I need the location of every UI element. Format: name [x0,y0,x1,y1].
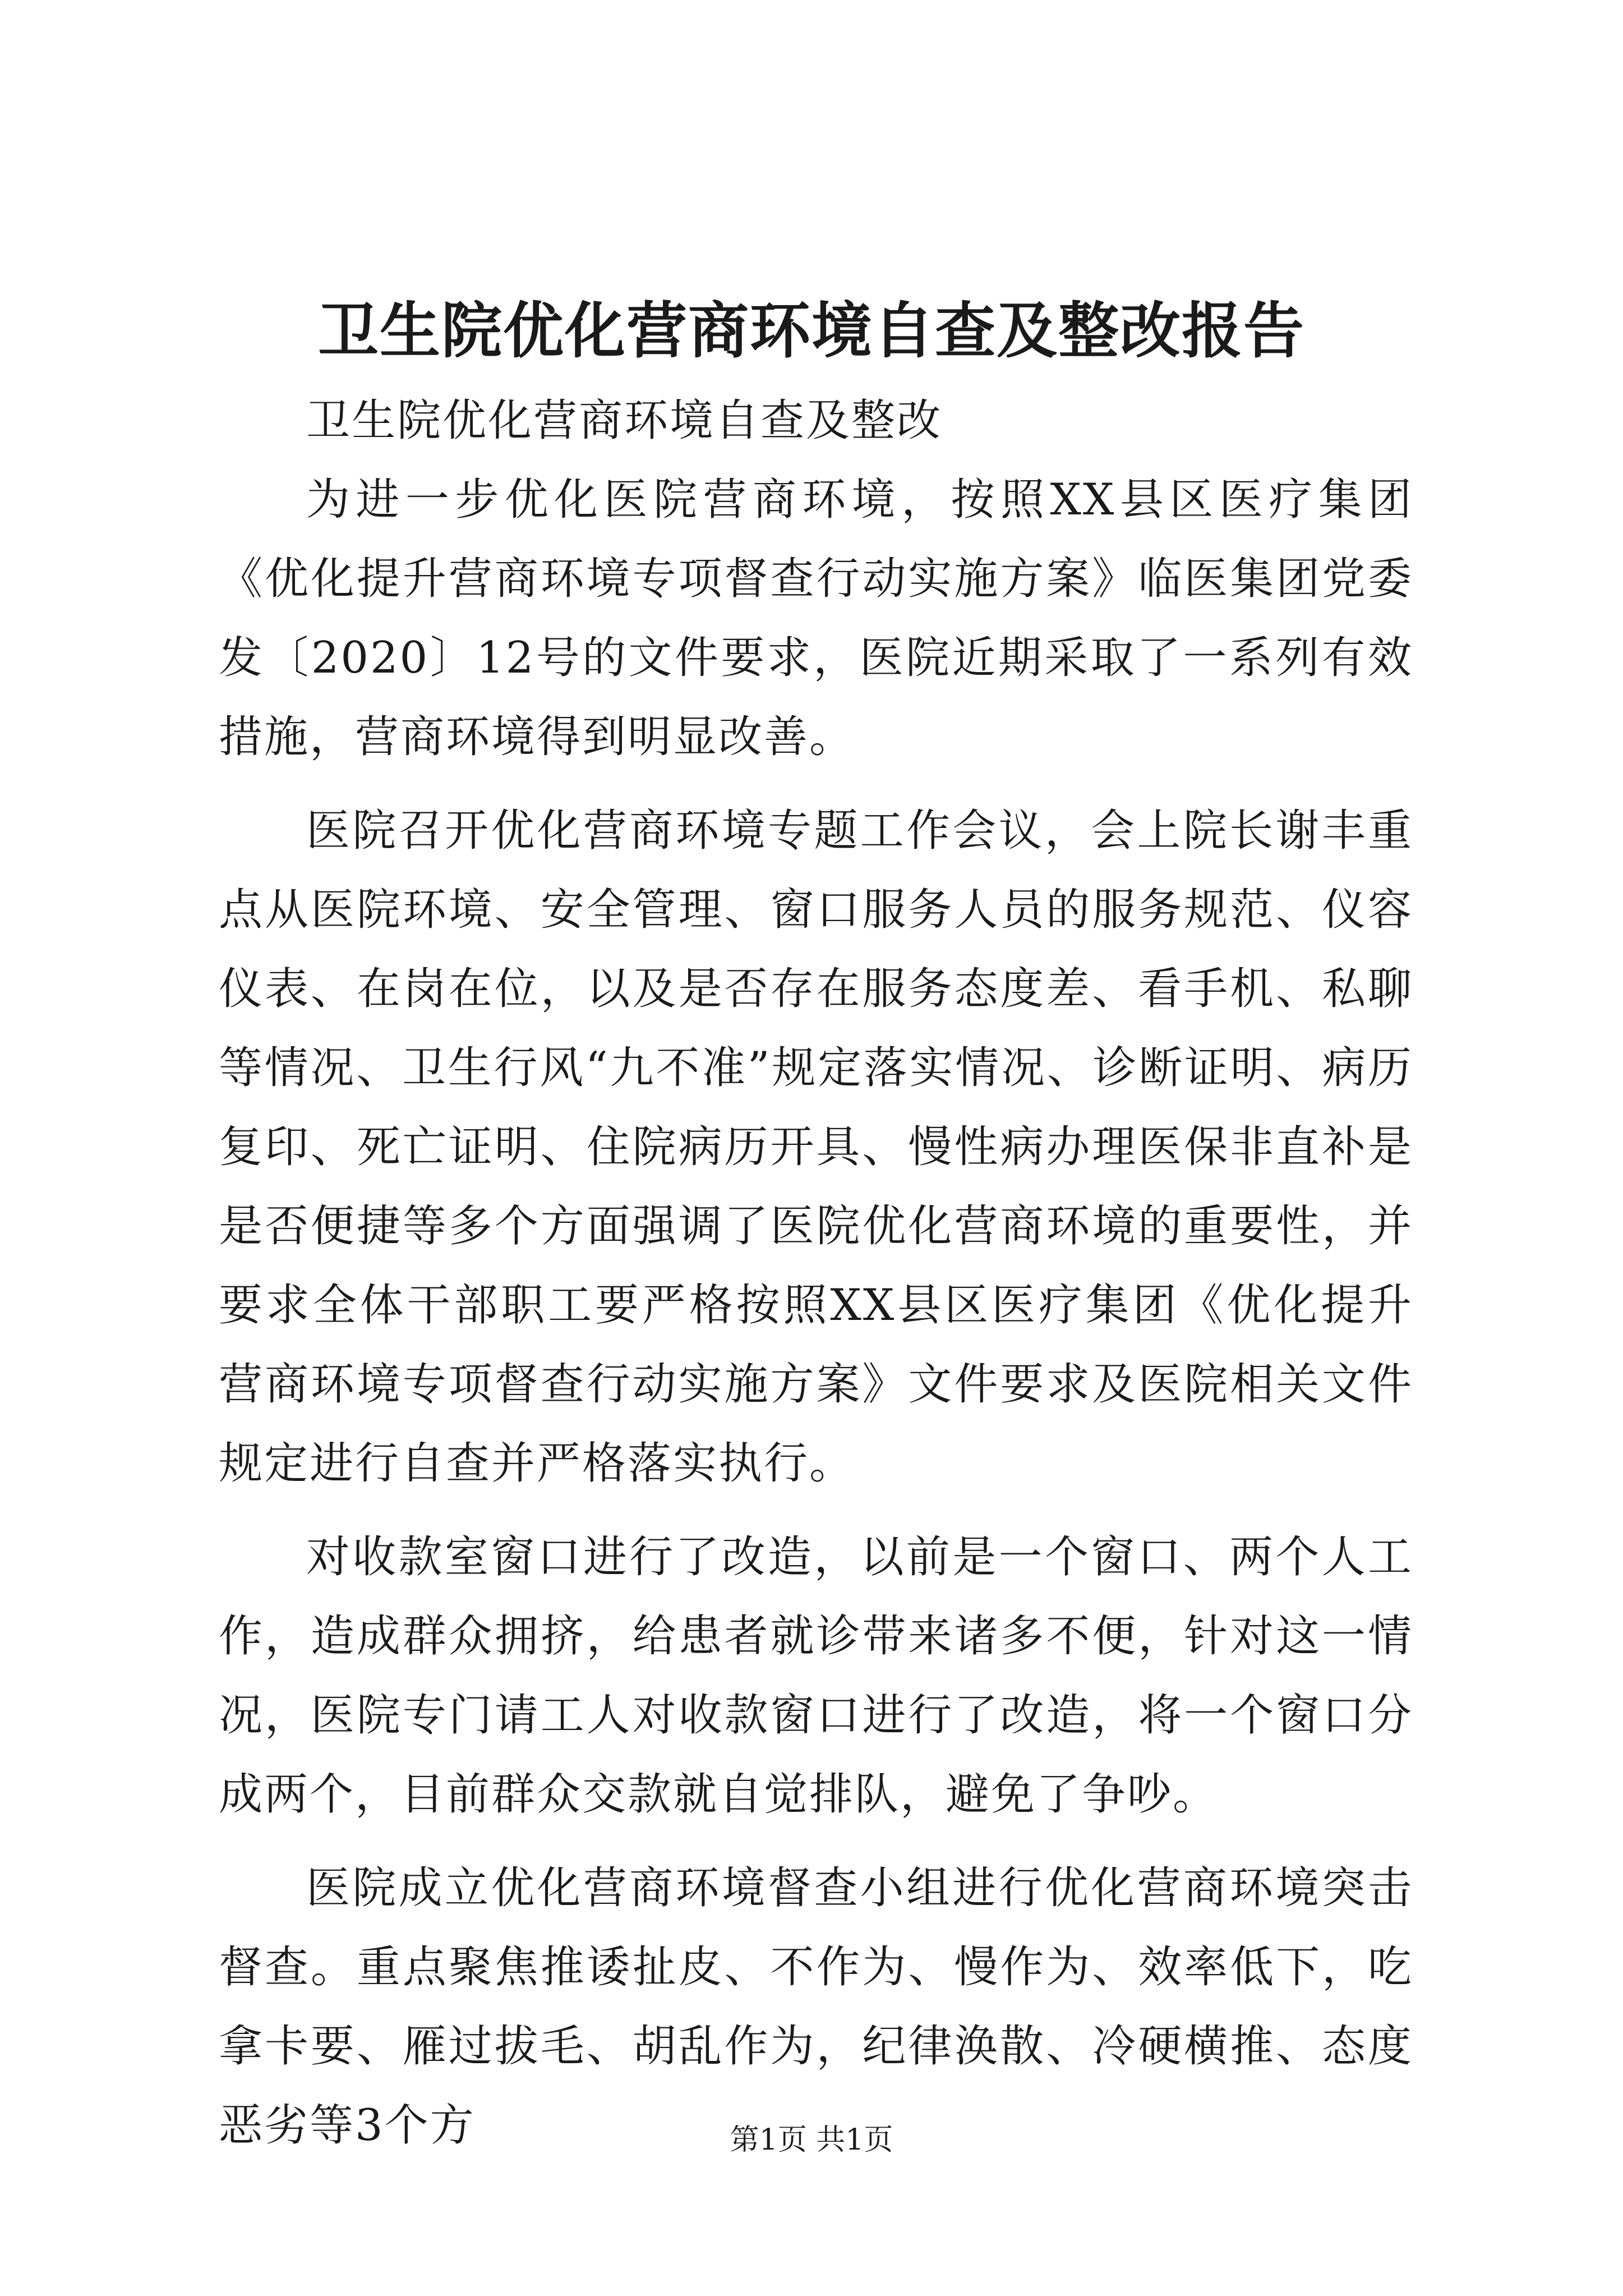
paragraph-subtitle: 卫生院优化营商环境自查及整改 [306,395,943,446]
paragraph-meeting: 医院召开优化营商环境专题工作会议，会上院长谢丰重点从医院环境、安全管理、窗口服务人员的服务规范、仪容仪表、在岗在位，以及是否存在服务态度差、看手机、私聊等情况、卫生行风“九不准”规定落实情况、诊断证明、病历复印、死亡证明、住院病历开具、慢性病办理医保非直补是是否便捷等多个方面强调了医院优化营商环境的重要性，并要求全体干部职工要严格按照XX县区医疗集团《优化提升营商环境专项督查行动实施方案》文件要求及医院相关文件规定进行自查并严格落实执行。 [219,806,1413,1489]
paragraph-window-renovation: 对收款室窗口进行了改造，以前是一个窗口、两个人工作，造成群众拥挤，给患者就诊带来诸多不便，针对这一情况，医院专门请工人对收款窗口进行了改造，将一个窗口分成两个，目前群众交款就自觉排队，避免了争吵。 [219,1532,1413,1820]
document-body [219,381,1413,2165]
page-footer: 第1页 共1页 [730,2123,893,2157]
paragraph-intro: 为进一步优化医院营商环境，按照XX县区医疗集团《优化提升营商环境专项督查行动实施方案》临医集团党委发〔2020〕12号的文件要求，医院近期采取了一系列有效措施，营商环境得到明显改善。 [219,475,1413,762]
paragraph-inspection-group: 医院成立优化营商环境督查小组进行优化营商环境突击督查。重点聚焦推诿扯皮、不作为、慢作为、效率低下，吃拿卡要、雁过拔毛、胡乱作为，纪律涣散、冷硬横推、态度恶劣等3个方 [219,1863,1413,2151]
document-title: 卫生院优化营商环境自查及整改报告 [317,296,1305,366]
